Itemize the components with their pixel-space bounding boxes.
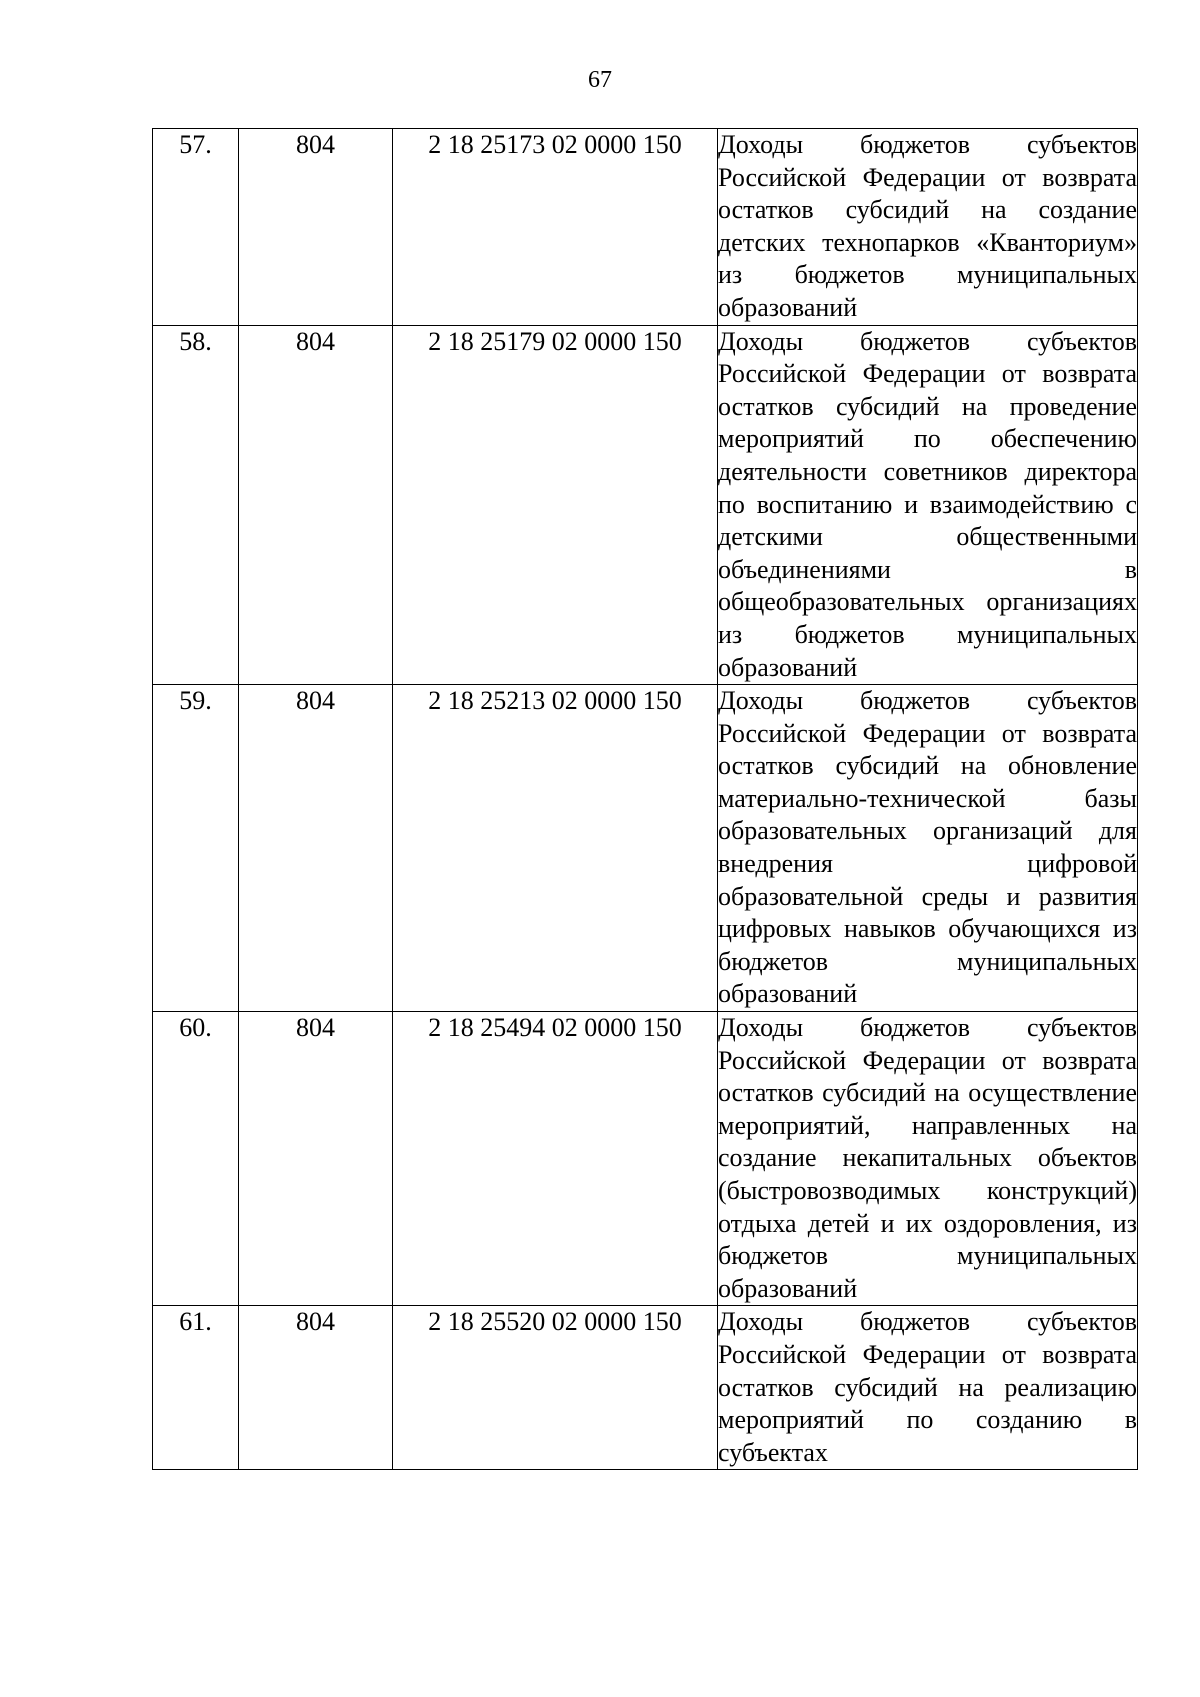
income-name-text: Доходы бюджетов субъектов Российской Федерации от возврата остатков субсидий на осуществление мероприятий, направленных на создание некапитальных объектов (быстровозводимых конструкций) отдыха детей и их оздоровления, из бюджетов муниципальных образований	[718, 1013, 1137, 1303]
table-row	[153, 1012, 1138, 1306]
budget-classification-code-cell: 2 18 25520 02 0000 150	[393, 1306, 718, 1470]
budget-classification-code-cell: 2 18 25179 02 0000 150	[393, 325, 718, 685]
row-number-cell: 57.	[153, 129, 239, 326]
row-number-cell: 61.	[153, 1306, 239, 1470]
administrator-code-cell: 804	[239, 325, 393, 685]
income-name-cell	[718, 1012, 1138, 1306]
income-name-cell	[718, 325, 1138, 685]
budget-income-table	[152, 128, 1138, 1470]
administrator-code-cell: 804	[239, 1306, 393, 1470]
budget-classification-code-cell: 2 18 25173 02 0000 150	[393, 129, 718, 326]
budget-classification-code-cell: 2 18 25213 02 0000 150	[393, 685, 718, 1012]
row-number-cell: 58.	[153, 325, 239, 685]
table-row	[153, 129, 1138, 326]
administrator-code-cell: 804	[239, 129, 393, 326]
income-name-cell	[718, 129, 1138, 326]
page-number: 67	[588, 67, 612, 93]
income-name-text: Доходы бюджетов субъектов Российской Федерации от возврата остатков субсидий на реализацию мероприятий по созданию в субъектах	[718, 1307, 1137, 1467]
income-name-cell	[718, 1306, 1138, 1470]
administrator-code-cell: 804	[239, 1012, 393, 1306]
table-row	[153, 685, 1138, 1012]
row-number-cell: 60.	[153, 1012, 239, 1306]
table-row	[153, 325, 1138, 685]
income-name-cell	[718, 685, 1138, 1012]
administrator-code-cell: 804	[239, 685, 393, 1012]
income-name-text: Доходы бюджетов субъектов Российской Федерации от возврата остатков субсидий на обновление материально-технической базы образовательных организаций для внедрения цифровой образовательной среды и развития цифровых навыков обучающихся из бюджетов муниципальных образований	[718, 686, 1137, 1009]
table-row	[153, 1306, 1138, 1470]
income-name-text: Доходы бюджетов субъектов Российской Федерации от возврата остатков субсидий на создание детских технопарков «Кванториум» из бюджетов муниципальных образований	[718, 130, 1137, 322]
income-name-text: Доходы бюджетов субъектов Российской Федерации от возврата остатков субсидий на проведение мероприятий по обеспечению деятельности советников директора по воспитанию и взаимодействию с детскими общественными объединениями в общеобразовательных организациях из бюджетов муниципальных образований	[718, 326, 1137, 682]
budget-classification-code-cell: 2 18 25494 02 0000 150	[393, 1012, 718, 1306]
row-number-cell: 59.	[153, 685, 239, 1012]
